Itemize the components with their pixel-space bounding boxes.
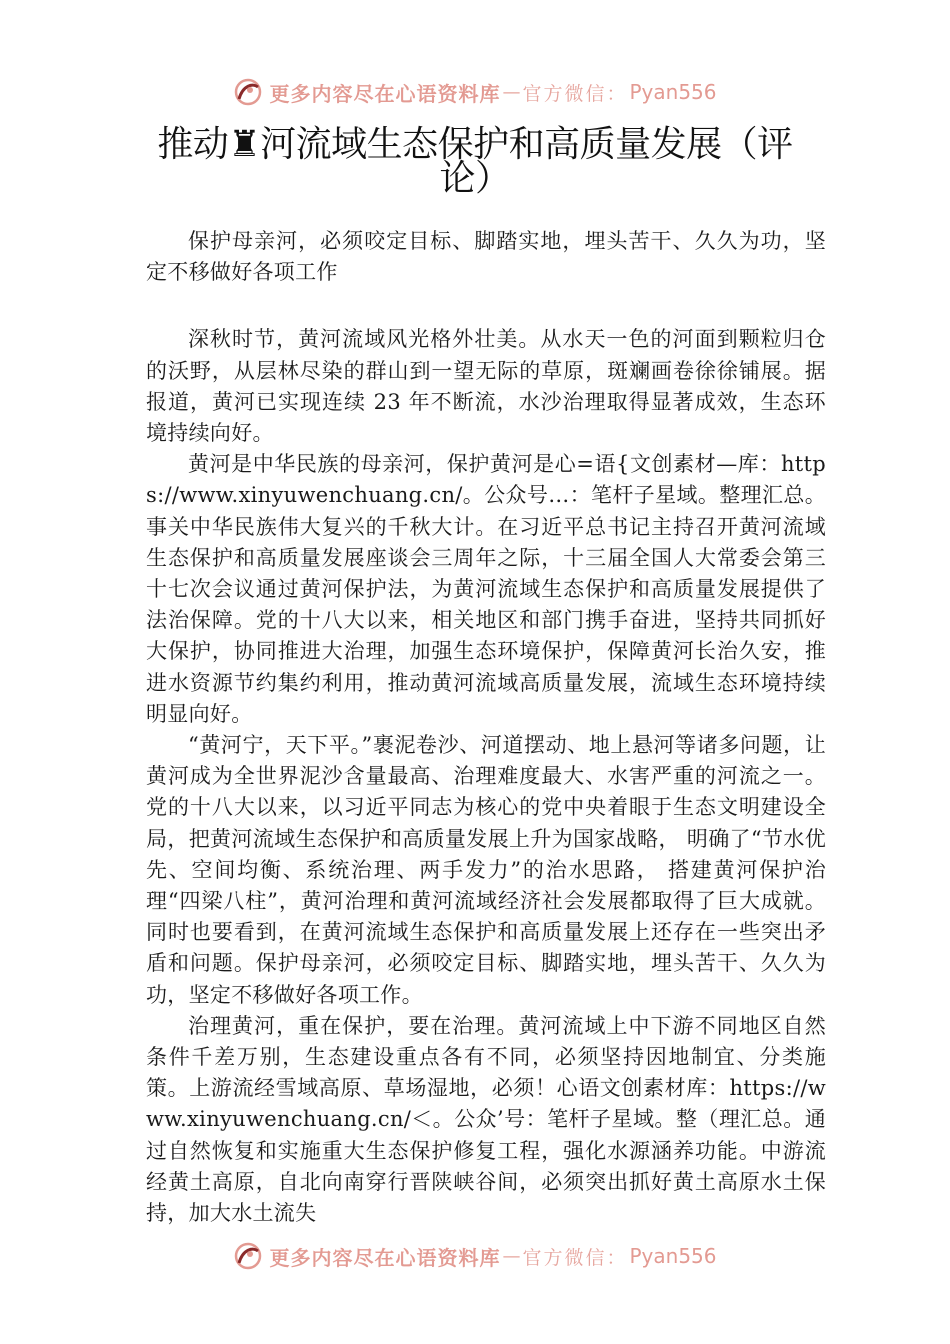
banner-wechat-label: 官方微信： (522, 1246, 628, 1269)
banner-wechat-label: 官方微信： (522, 82, 628, 105)
footer-watermark-banner (0, 1236, 950, 1276)
paragraph-2: 黄河是中华民族的母亲河，保护黄河是心=语{文创素材—库：https://www.xinyuwenchuang.cn/。公众号…：笔杆子星域。整理汇总。事关中华民族伟大复兴的千秋大计。在习近平总书记主持召开黄河流域生态保护和高质量发展座谈会三周年之际，十三届全国人大常委会第三十七次会议通过黄河保护法，为黄河流域生态保护和高质量发展提供了法治保障。党的十八大以来，相关地区和部门携手奋进，坚持共同抓好大保护，协同推进大治理，加强生态环境保护，保障黄河长治久安，推进水资源节约集约利用，推动黄河流域高质量发展，流域生态环境持续明显向好。 (146, 452, 826, 726)
banner-wechat-handle: Pyan556 (629, 1244, 717, 1268)
paragraph-4: 治理黄河，重在保护，要在治理。黄河流域上中下游不同地区自然条件千差万别，生态建设重点各有不同，必须坚持因地制宜、分类施策。上游流经雪域高原、草场湿地，必须！心语文创素材库：https://www.xinyuwenchuang.cn/＜。公众’号：笔杆子星域。整（理汇总。通过自然恢复和实施重大生态保护修复工程，强化水源涵养功能。中游流经黄土高原，自北向南穿行晋陕峡谷间，必须突出抓好黄土高原水土保持，加大水土流失 (146, 1013, 826, 1226)
brand-logo-icon (233, 1241, 263, 1271)
paragraph-1: 深秋时节，黄河流域风光格外壮美。从水天一色的河面到颗粒归仓的沃野，从层林尽染的群山到一望无际的草原，斑斓画卷徐徐铺展。据报道，黄河已实现连续 23 年不断流，水沙治理取得显著成效，生态环境持续向好。 (146, 327, 826, 446)
brand-logo-icon (233, 77, 263, 107)
banner-wechat-handle: Pyan556 (629, 80, 717, 104)
banner-dash: — (502, 1245, 521, 1267)
paragraph-gap (146, 288, 826, 324)
header-watermark-banner (0, 72, 950, 112)
paragraph-lead: 保护母亲河，必须咬定目标、脚踏实地，埋头苦干、久久为功，坚定不移做好各项工作 (146, 229, 826, 285)
banner-dash: — (502, 81, 521, 103)
article-title: 推动♜河流域生态保护和高质量发展（评论） (157, 124, 793, 199)
paragraph-3: “黄河宁，天下平。”裹泥卷沙、河道摆动、地上悬河等诸多问题，让黄河成为全世界泥沙含量最高、治理难度最大、水害严重的河流之一。党的十八大以来，以习近平同志为核心的党中央着眼于生态文明建设全局，把黄河流域生态保护和高质量发展上升为国家战略， 明确了“节水优先、空间均衡、系统治理、两手发力”的治水思路， 搭建黄河保护治理“四梁八柱”，黄河治理和黄河流域经济社会发展都取得了巨大成就。同时也要看到，在黄河流域生态保护和高质量发展上还存在一些突出矛盾和问题。保护母亲河，必须咬定目标、脚踏实地，埋头苦干、久久为功，坚定不移做好各项工作。 (146, 733, 826, 1007)
banner-site-name: 更多内容尽在心语资料库 (269, 1245, 501, 1270)
banner-site-name: 更多内容尽在心语资料库 (269, 81, 501, 106)
article-body (146, 226, 826, 1229)
